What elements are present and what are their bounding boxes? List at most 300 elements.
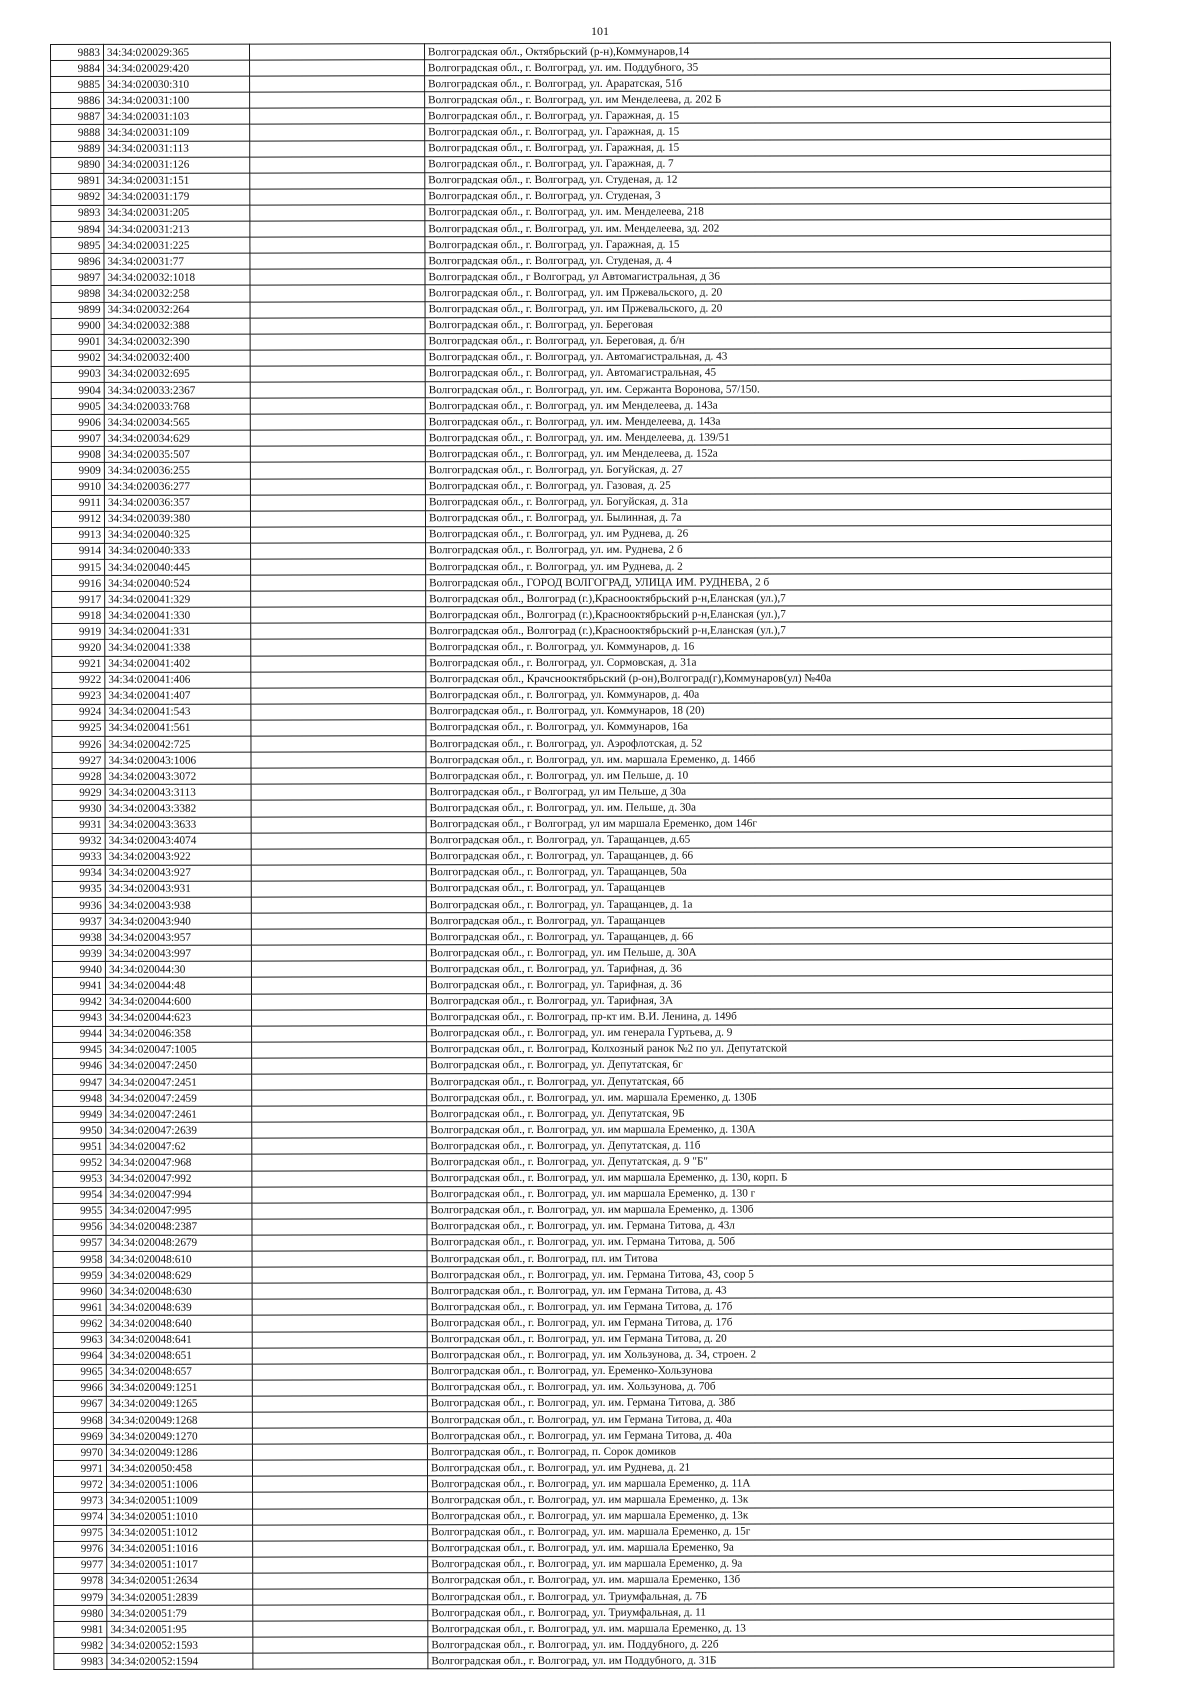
row-number: 9931 xyxy=(52,817,105,833)
empty-cell xyxy=(251,655,426,671)
address-cell: Волгоградская обл., г. Волгоград, ул. Тарифная, 3А xyxy=(426,992,1112,1010)
cadastral-number: 34:34:020031:109 xyxy=(104,125,250,141)
cadastral-number: 34:34:020043:927 xyxy=(105,865,251,881)
empty-cell xyxy=(250,446,425,462)
cadastral-number: 34:34:020051:1016 xyxy=(107,1541,253,1557)
cadastral-number: 34:34:020044:30 xyxy=(105,961,251,977)
row-number: 9890 xyxy=(51,157,104,173)
row-number: 9943 xyxy=(53,1010,106,1026)
address-cell: Волгоградская обл., г Волгоград, ул им маршала Еременко, дом 146г xyxy=(426,815,1112,833)
address-cell: Волгоградская обл., г. Волгоград, ул. Араратская, 51б xyxy=(425,74,1111,92)
empty-cell xyxy=(250,140,425,156)
cadastral-number: 34:34:020040:445 xyxy=(105,559,251,575)
address-cell: Волгоградская обл., г. Волгоград, ул. им Руднева, д. 26 xyxy=(426,525,1112,543)
cadastral-number: 34:34:020051:1010 xyxy=(107,1509,253,1525)
row-number: 9945 xyxy=(53,1042,106,1058)
address-cell: Волгоградская обл., г. Волгоград, ул. Депутатская, 9Б xyxy=(427,1104,1113,1122)
cadastral-number: 34:34:020041:543 xyxy=(105,704,251,720)
cadastral-number: 34:34:020034:629 xyxy=(104,430,250,446)
cadastral-number: 34:34:020049:1270 xyxy=(106,1428,252,1444)
empty-cell xyxy=(250,285,425,301)
address-cell: Волгоградская обл., г. Волгоград, ул. Таращанцев, д.65 xyxy=(426,831,1112,849)
address-cell: Волгоградская обл., г. Волгоград, ул. Студеная, д. 4 xyxy=(425,251,1111,269)
row-number: 9895 xyxy=(51,238,104,254)
empty-cell xyxy=(252,1444,427,1460)
empty-cell xyxy=(252,1009,427,1025)
empty-cell xyxy=(252,1251,427,1267)
row-number: 9973 xyxy=(54,1493,107,1509)
row-number: 9969 xyxy=(53,1428,106,1444)
row-number: 9888 xyxy=(51,125,104,141)
row-number: 9966 xyxy=(53,1380,106,1396)
row-number: 9980 xyxy=(54,1605,107,1621)
address-cell: Волгоградская обл., г. Волгоград, ул. Богуйская, д. 31а xyxy=(425,493,1111,511)
address-cell: Волгоградская обл., г. Волгоград, ул. им. маршала Еременко, 13б xyxy=(428,1571,1114,1589)
cadastral-number: 34:34:020047:995 xyxy=(106,1203,252,1219)
row-number: 9951 xyxy=(53,1139,106,1155)
row-number: 9904 xyxy=(51,382,104,398)
address-cell: Волгоградская обл., г. Волгоград, ул. Триумфальная, д. 7Б xyxy=(428,1587,1114,1605)
empty-cell xyxy=(251,527,426,543)
cadastral-number: 34:34:020044:623 xyxy=(106,1010,252,1026)
empty-cell xyxy=(251,671,426,687)
row-number: 9918 xyxy=(52,608,105,624)
address-cell: Волгоградская обл., г. Волгоград, ул. им Германа Титова, д. 40а xyxy=(427,1426,1113,1444)
address-cell: Волгоградская обл., г. Волгоград, ул. им. маршала Еременко, д. 15г xyxy=(428,1523,1114,1541)
row-number: 9907 xyxy=(51,431,104,447)
address-cell: Волгоградская обл., г. Волгоград, ул. им. Хользунова, д. 70б xyxy=(427,1378,1113,1396)
row-number: 9968 xyxy=(53,1412,106,1428)
cadastral-number: 34:34:020032:388 xyxy=(104,318,250,334)
address-cell: Волгоградская обл., г. Волгоград, ул. Таращанцев xyxy=(426,879,1112,897)
empty-cell xyxy=(252,1106,427,1122)
empty-cell xyxy=(250,510,425,526)
row-number: 9946 xyxy=(53,1058,106,1074)
empty-cell xyxy=(252,1025,427,1041)
row-number: 9906 xyxy=(51,415,104,431)
empty-cell xyxy=(251,961,426,977)
empty-cell xyxy=(250,205,425,221)
empty-cell xyxy=(253,1524,428,1540)
row-number: 9914 xyxy=(52,543,105,559)
address-cell: Волгоградская обл., г. Волгоград, ул. Депутатская, 6б xyxy=(427,1072,1113,1090)
cadastral-number: 34:34:020035:507 xyxy=(104,446,250,462)
address-cell: Волгоградская обл., г. Волгоград, ул. им маршала Еременко, д. 11А xyxy=(428,1475,1114,1493)
cadastral-number: 34:34:020048:2679 xyxy=(106,1235,252,1251)
cadastral-number: 34:34:020042:725 xyxy=(105,736,251,752)
empty-cell xyxy=(252,1428,427,1444)
cadastral-number: 34:34:020047:994 xyxy=(106,1187,252,1203)
row-number: 9975 xyxy=(54,1525,107,1541)
register-sheet xyxy=(50,42,1113,1671)
address-cell: Волгоградская обл., г. Волгоград, ул. Еременко-Хользунова xyxy=(427,1362,1113,1380)
cadastral-number: 34:34:020043:3113 xyxy=(105,784,251,800)
empty-cell xyxy=(250,317,425,333)
empty-cell xyxy=(253,1653,428,1669)
row-number: 9938 xyxy=(52,930,105,946)
row-number: 9893 xyxy=(51,205,104,221)
row-number: 9894 xyxy=(51,221,104,237)
row-number: 9958 xyxy=(53,1251,106,1267)
address-cell: Волгоградская обл., г. Волгоград, ул. Таращанцев xyxy=(426,911,1112,929)
row-number: 9953 xyxy=(53,1171,106,1187)
empty-cell xyxy=(251,913,426,929)
empty-cell xyxy=(250,172,425,188)
row-number: 9920 xyxy=(52,640,105,656)
row-number: 9896 xyxy=(51,254,104,270)
address-cell: Волгоградская обл., г. Волгоград, ул. им. Менделеева, 218 xyxy=(425,203,1111,221)
address-cell: Волгоградская обл., г. Волгоград, ул. им Пельше, д. 10 xyxy=(426,766,1112,784)
cadastral-number: 34:34:020043:3072 xyxy=(105,768,251,784)
empty-cell xyxy=(250,366,425,382)
empty-cell xyxy=(252,1315,427,1331)
address-cell: Волгоградская обл., Волгоград (г.),Краснооктябрьский р-н,Еланская (ул.),7 xyxy=(426,622,1112,640)
address-cell: Волгоградская обл., г. Волгоград, ул. им Пельше, д. 30А xyxy=(426,944,1112,962)
address-cell: Волгоградская обл., г. Волгоград, ул. им. Германа Титова, д. 50б xyxy=(427,1233,1113,1251)
row-number: 9964 xyxy=(53,1348,106,1364)
row-number: 9977 xyxy=(54,1557,107,1573)
cadastral-number: 34:34:020031:205 xyxy=(104,205,250,221)
address-cell: Волгоградская обл., Волгоград (г.),Краснооктябрьский р-н,Еланская (ул.),7 xyxy=(426,589,1112,607)
row-number: 9908 xyxy=(51,447,104,463)
empty-cell xyxy=(251,977,426,993)
row-number: 9913 xyxy=(52,527,105,543)
empty-cell xyxy=(252,1379,427,1395)
address-cell: Волгоградская обл., г. Волгоград, ул. им. Пельше, д. 30а xyxy=(426,799,1112,817)
row-number: 9917 xyxy=(52,592,105,608)
empty-cell xyxy=(251,832,426,848)
cadastral-number: 34:34:020043:3382 xyxy=(105,800,251,816)
cadastral-number: 34:34:020041:338 xyxy=(105,640,251,656)
cadastral-number: 34:34:020043:1006 xyxy=(105,752,251,768)
cadastral-number: 34:34:020046:358 xyxy=(106,1026,252,1042)
empty-cell xyxy=(253,1573,428,1589)
address-cell: Волгоградская обл., г. Волгоград, ул. Богуйская, д. 27 xyxy=(425,461,1111,479)
row-number: 9967 xyxy=(53,1396,106,1412)
cadastral-number: 34:34:020031:179 xyxy=(104,189,250,205)
row-number: 9944 xyxy=(53,1026,106,1042)
cadastral-number: 34:34:020047:2461 xyxy=(106,1106,252,1122)
cadastral-number: 34:34:020041:330 xyxy=(105,607,251,623)
cadastral-number: 34:34:020041:402 xyxy=(105,656,251,672)
empty-cell xyxy=(251,881,426,897)
address-cell: Волгоградская обл., г. Волгоград, ул. Автомагистральная, д. 43 xyxy=(425,348,1111,366)
cadastral-number: 34:34:020044:48 xyxy=(105,978,251,994)
empty-cell xyxy=(253,1605,428,1621)
cadastral-number: 34:34:020048:641 xyxy=(106,1332,252,1348)
cadastral-number: 34:34:020040:325 xyxy=(105,527,251,543)
cadastral-number: 34:34:020031:126 xyxy=(104,157,250,173)
address-cell: Волгоградская обл., г. Волгоград, ул. Таращанцев, 50а xyxy=(426,863,1112,881)
row-number: 9976 xyxy=(54,1541,107,1557)
row-number: 9956 xyxy=(53,1219,106,1235)
row-number: 9948 xyxy=(53,1090,106,1106)
empty-cell xyxy=(250,44,425,60)
empty-cell xyxy=(251,993,426,1009)
address-cell: Волгоградская обл., г. Волгоград, ул. Депутатская, д. 11б xyxy=(427,1137,1113,1155)
address-cell: Волгоградская обл., г. Волгоград, ул. им. Германа Титова, д. 43л xyxy=(427,1217,1113,1235)
address-cell: Волгоградская обл., г. Волгоград, ул. Аэрофлотская, д. 52 xyxy=(426,734,1112,752)
empty-cell xyxy=(251,704,426,720)
empty-cell xyxy=(250,92,425,108)
empty-cell xyxy=(252,1363,427,1379)
row-number: 9930 xyxy=(52,801,105,817)
cadastral-number: 34:34:020031:225 xyxy=(104,237,250,253)
empty-cell xyxy=(252,1122,427,1138)
address-cell: Волгоградская обл., г. Волгоград, ул. им. Менделеева, зд. 202 xyxy=(425,219,1111,237)
row-number: 9902 xyxy=(51,350,104,366)
empty-cell xyxy=(250,414,425,430)
address-cell: Волгоградская обл., г. Волгоград, ул. им Хользунова, д. 34, строен. 2 xyxy=(427,1346,1113,1364)
cadastral-number: 34:34:020047:968 xyxy=(106,1155,252,1171)
address-cell: Волгоградская обл., г. Волгоград, ул. им. Поддубного, 35 xyxy=(425,58,1111,76)
cadastral-number: 34:34:020036:277 xyxy=(104,479,250,495)
cadastral-number: 34:34:020032:400 xyxy=(104,350,250,366)
row-number: 9915 xyxy=(52,559,105,575)
address-cell: Волгоградская обл., г. Волгоград, ул. Студеная, 3 xyxy=(425,187,1111,205)
address-cell: Волгоградская обл., г. Волгоград, ул. им. маршала Еременко, д. 146б xyxy=(426,750,1112,768)
cadastral-number: 34:34:020032:390 xyxy=(104,334,250,350)
row-number: 9955 xyxy=(53,1203,106,1219)
cadastral-number: 34:34:020048:651 xyxy=(106,1348,252,1364)
address-cell: Волгоградская обл., Октябрьский (р-н),Коммунаров,14 xyxy=(425,42,1111,60)
address-cell: Волгоградская обл., г. Волгоград, ул. им. маршала Еременко, д. 13 xyxy=(428,1619,1114,1637)
row-number: 9927 xyxy=(52,753,105,769)
register-table xyxy=(50,42,1114,1671)
row-number: 9887 xyxy=(51,109,104,125)
empty-cell xyxy=(252,1219,427,1235)
row-number: 9905 xyxy=(51,398,104,414)
address-cell: Волгоградская обл., г. Волгоград, ул. им. Поддубного, д. 22б xyxy=(428,1636,1114,1654)
address-cell: Волгоградская обл., г. Волгоград, ул. Гаражная, д. 7 xyxy=(425,155,1111,173)
cadastral-number: 34:34:020051:1012 xyxy=(107,1525,253,1541)
empty-cell xyxy=(252,1170,427,1186)
cadastral-number: 34:34:020041:561 xyxy=(105,720,251,736)
empty-cell xyxy=(252,1347,427,1363)
row-number: 9959 xyxy=(53,1268,106,1284)
row-number: 9935 xyxy=(52,881,105,897)
address-cell: Волгоградская обл., г. Волгоград, ул. Таращанцев, д. 66 xyxy=(426,927,1112,945)
cadastral-number: 34:34:020043:3633 xyxy=(105,817,251,833)
empty-cell xyxy=(253,1508,428,1524)
row-number: 9909 xyxy=(51,463,104,479)
empty-cell xyxy=(252,1042,427,1058)
address-cell: Волгоградская обл., г. Волгоград, ул. им Менделеева, д. 152а xyxy=(425,445,1111,463)
empty-cell xyxy=(250,398,425,414)
empty-cell xyxy=(252,1412,427,1428)
address-cell: Волгоградская обл., г. Волгоград, ул. им Германа Титова, д. 20 xyxy=(427,1330,1113,1348)
cadastral-number: 34:34:020043:997 xyxy=(105,945,251,961)
cadastral-number: 34:34:020032:1018 xyxy=(104,269,250,285)
address-cell: Волгоградская обл., г. Волгоград, ул. Триумфальная, д. 11 xyxy=(428,1603,1114,1621)
row-number: 9919 xyxy=(52,624,105,640)
row-number: 9941 xyxy=(52,978,105,994)
address-cell: Волгоградская обл., г. Волгоград, Колхозный ранок №2 по ул. Депутатской xyxy=(427,1040,1113,1058)
cadastral-number: 34:34:020051:2634 xyxy=(107,1573,253,1589)
row-number: 9911 xyxy=(51,495,104,511)
empty-cell xyxy=(251,929,426,945)
cadastral-number: 34:34:020052:1594 xyxy=(107,1653,253,1669)
cadastral-number: 34:34:020034:565 xyxy=(104,414,250,430)
empty-cell xyxy=(250,60,425,76)
cadastral-number: 34:34:020049:1265 xyxy=(106,1396,252,1412)
row-number: 9897 xyxy=(51,270,104,286)
empty-cell xyxy=(250,494,425,510)
row-number: 9940 xyxy=(52,962,105,978)
empty-cell xyxy=(251,687,426,703)
cadastral-number: 34:34:020051:95 xyxy=(107,1621,253,1637)
cadastral-number: 34:34:020047:2639 xyxy=(106,1122,252,1138)
empty-cell xyxy=(250,349,425,365)
empty-cell xyxy=(250,156,425,172)
cadastral-number: 34:34:020032:258 xyxy=(104,285,250,301)
row-number: 9974 xyxy=(54,1509,107,1525)
empty-cell xyxy=(253,1476,428,1492)
cadastral-number: 34:34:020048:639 xyxy=(106,1299,252,1315)
row-number: 9932 xyxy=(52,833,105,849)
empty-cell xyxy=(251,543,426,559)
address-cell: Волгоградская обл., г. Волгоград, ул. Таращанцев, д. 1а xyxy=(426,895,1112,913)
row-number: 9899 xyxy=(51,302,104,318)
cadastral-number: 34:34:020043:931 xyxy=(105,881,251,897)
address-cell: Волгоградская обл., г. Волгоград, ул. Депутатская, д. 9 "Б" xyxy=(427,1153,1113,1171)
row-number: 9954 xyxy=(53,1187,106,1203)
address-cell: Волгоградская обл., г Волгоград, ул им Пельше, д 30а xyxy=(426,783,1112,801)
row-number: 9981 xyxy=(54,1622,107,1638)
address-cell: Волгоградская обл., г. Волгоград, ул. им. маршала Еременко, 9а xyxy=(428,1539,1114,1557)
empty-cell xyxy=(250,430,425,446)
row-number: 9950 xyxy=(53,1123,106,1139)
address-cell: Волгоградская обл., г. Волгоград, ул. Гаражная, д. 15 xyxy=(425,139,1111,157)
cadastral-number: 34:34:020031:113 xyxy=(104,141,250,157)
empty-cell xyxy=(250,108,425,124)
cadastral-number: 34:34:020047:62 xyxy=(106,1138,252,1154)
empty-cell xyxy=(250,478,425,494)
address-cell: Волгоградская обл., г. Волгоград, ул. Гаражная, д. 15 xyxy=(425,235,1111,253)
row-number: 9883 xyxy=(51,44,104,60)
address-cell: Волгоградская обл., г. Волгоград, ул. Коммунаров, 18 (20) xyxy=(426,702,1112,720)
address-cell: Волгоградская обл., г. Волгоград, ул. им. маршала Еременко, д. 130Б xyxy=(427,1088,1113,1106)
row-number: 9916 xyxy=(52,575,105,591)
empty-cell xyxy=(252,1331,427,1347)
cadastral-number: 34:34:020043:957 xyxy=(105,929,251,945)
empty-cell xyxy=(251,752,426,768)
row-number: 9952 xyxy=(53,1155,106,1171)
row-number: 9983 xyxy=(54,1654,107,1670)
cadastral-number: 34:34:020051:1006 xyxy=(107,1476,253,1492)
empty-cell xyxy=(250,462,425,478)
empty-cell xyxy=(250,333,425,349)
address-cell: Волгоградская обл., г. Волгоград, ул. Гаражная, д. 15 xyxy=(425,107,1111,125)
empty-cell xyxy=(252,1460,427,1476)
empty-cell xyxy=(253,1621,428,1637)
cadastral-number: 34:34:020047:2459 xyxy=(106,1090,252,1106)
empty-cell xyxy=(250,382,425,398)
row-number: 9972 xyxy=(54,1477,107,1493)
address-cell: Волгоградская обл., г. Волгоград, ул. им. Германа Титова, д. 38б xyxy=(427,1394,1113,1412)
row-number: 9957 xyxy=(53,1235,106,1251)
empty-cell xyxy=(251,575,426,591)
cadastral-number: 34:34:020033:768 xyxy=(104,398,250,414)
empty-cell xyxy=(252,1090,427,1106)
row-number: 9947 xyxy=(53,1074,106,1090)
row-number: 9889 xyxy=(51,141,104,157)
address-cell: Волгоградская обл., г. Волгоград, ул. Береговая xyxy=(425,316,1111,334)
address-cell: Волгоградская обл., г. Волгоград, ул. Студеная, д. 12 xyxy=(425,171,1111,189)
address-cell: Волгоградская обл., Волгоград (г.),Краснооктябрьский р-н,Еланская (ул.),7 xyxy=(426,606,1112,624)
address-cell: Волгоградская обл., г. Волгоград, ул. Коммунаров, д. 16 xyxy=(426,638,1112,656)
empty-cell xyxy=(251,623,426,639)
empty-cell xyxy=(251,864,426,880)
empty-cell xyxy=(250,269,425,285)
empty-cell xyxy=(251,768,426,784)
empty-cell xyxy=(250,253,425,269)
cadastral-number: 34:34:020049:1286 xyxy=(106,1444,252,1460)
address-cell: Волгоградская обл., г. Волгоград, ул. им Руднева, д. 21 xyxy=(427,1459,1113,1477)
row-number: 9912 xyxy=(51,511,104,527)
cadastral-number: 34:34:020036:255 xyxy=(104,463,250,479)
row-number: 9884 xyxy=(51,60,104,76)
cadastral-number: 34:34:020051:1017 xyxy=(107,1557,253,1573)
address-cell: Волгоградская обл., г. Волгоград, ул. им маршала Еременко, д. 130б xyxy=(427,1201,1113,1219)
row-number: 9921 xyxy=(52,656,105,672)
cadastral-number: 34:34:020032:695 xyxy=(104,366,250,382)
address-cell: Волгоградская обл., ГОРОД ВОЛГОГРАД, УЛИЦА ИМ. РУДНЕВА, 2 б xyxy=(426,573,1112,591)
cadastral-number: 34:34:020049:1268 xyxy=(106,1412,252,1428)
address-cell: Волгоградская обл., г. Волгоград, ул. им маршала Еременко, д. 13к xyxy=(428,1491,1114,1509)
address-cell: Волгоградская обл., г. Волгоград, ул. им. Менделеева, д. 143а xyxy=(425,412,1111,430)
page-number: 101 xyxy=(591,24,609,38)
address-cell: Волгоградская обл., г. Волгоград, пр-кт им. В.И. Ленина, д. 149б xyxy=(427,1008,1113,1026)
row-number: 9937 xyxy=(52,913,105,929)
empty-cell xyxy=(251,736,426,752)
empty-cell xyxy=(251,945,426,961)
cadastral-number: 34:34:020031:151 xyxy=(104,173,250,189)
address-cell: Волгоградская обл., г. Волгоград, ул. Депутатская, 6г xyxy=(427,1056,1113,1074)
register-body xyxy=(51,42,1114,1670)
cadastral-number: 34:34:020048:610 xyxy=(106,1251,252,1267)
address-cell: Волгоградская обл., г. Волгоград, ул. Таращанцев, д. 66 xyxy=(426,847,1112,865)
cadastral-number: 34:34:020043:922 xyxy=(105,849,251,865)
address-cell: Волгоградская обл., г. Волгоград, ул. им маршала Еременко, д. 13к xyxy=(428,1507,1114,1525)
empty-cell xyxy=(250,124,425,140)
address-cell: Волгоградская обл., г. Волгоград, ул. им Германа Титова, д. 17б xyxy=(427,1314,1113,1332)
row-number: 9901 xyxy=(51,334,104,350)
row-number: 9970 xyxy=(53,1445,106,1461)
row-number: 9979 xyxy=(54,1589,107,1605)
cadastral-number: 34:34:020048:2387 xyxy=(106,1219,252,1235)
empty-cell xyxy=(253,1540,428,1556)
empty-cell xyxy=(252,1299,427,1315)
cadastral-number: 34:34:020031:213 xyxy=(104,221,250,237)
cadastral-number: 34:34:020051:79 xyxy=(107,1605,253,1621)
empty-cell xyxy=(250,221,425,237)
row-number: 9982 xyxy=(54,1638,107,1654)
row-number: 9963 xyxy=(53,1332,106,1348)
address-cell: Волгоградская обл., г. Волгоград, ул. Тарифная, д. 36 xyxy=(426,976,1112,994)
address-cell: Волгоградская обл., г. Волгоград, ул. им. Сержанта Воронова, 57/150. xyxy=(425,380,1111,398)
empty-cell xyxy=(252,1202,427,1218)
cadastral-number: 34:34:020041:331 xyxy=(105,623,251,639)
empty-cell xyxy=(253,1589,428,1605)
address-cell: Волгоградская обл., г. Волгоград, пл. им Титова xyxy=(427,1249,1113,1267)
empty-cell xyxy=(251,816,426,832)
address-cell: Волгоградская обл., г. Волгоград, ул. им. Германа Титова, 43, соор 5 xyxy=(427,1265,1113,1283)
cadastral-number: 34:34:020049:1251 xyxy=(106,1380,252,1396)
row-number: 9924 xyxy=(52,704,105,720)
empty-cell xyxy=(252,1283,427,1299)
address-cell: Волгоградская обл., г. Волгоград, ул. Газовая, д. 25 xyxy=(425,477,1111,495)
